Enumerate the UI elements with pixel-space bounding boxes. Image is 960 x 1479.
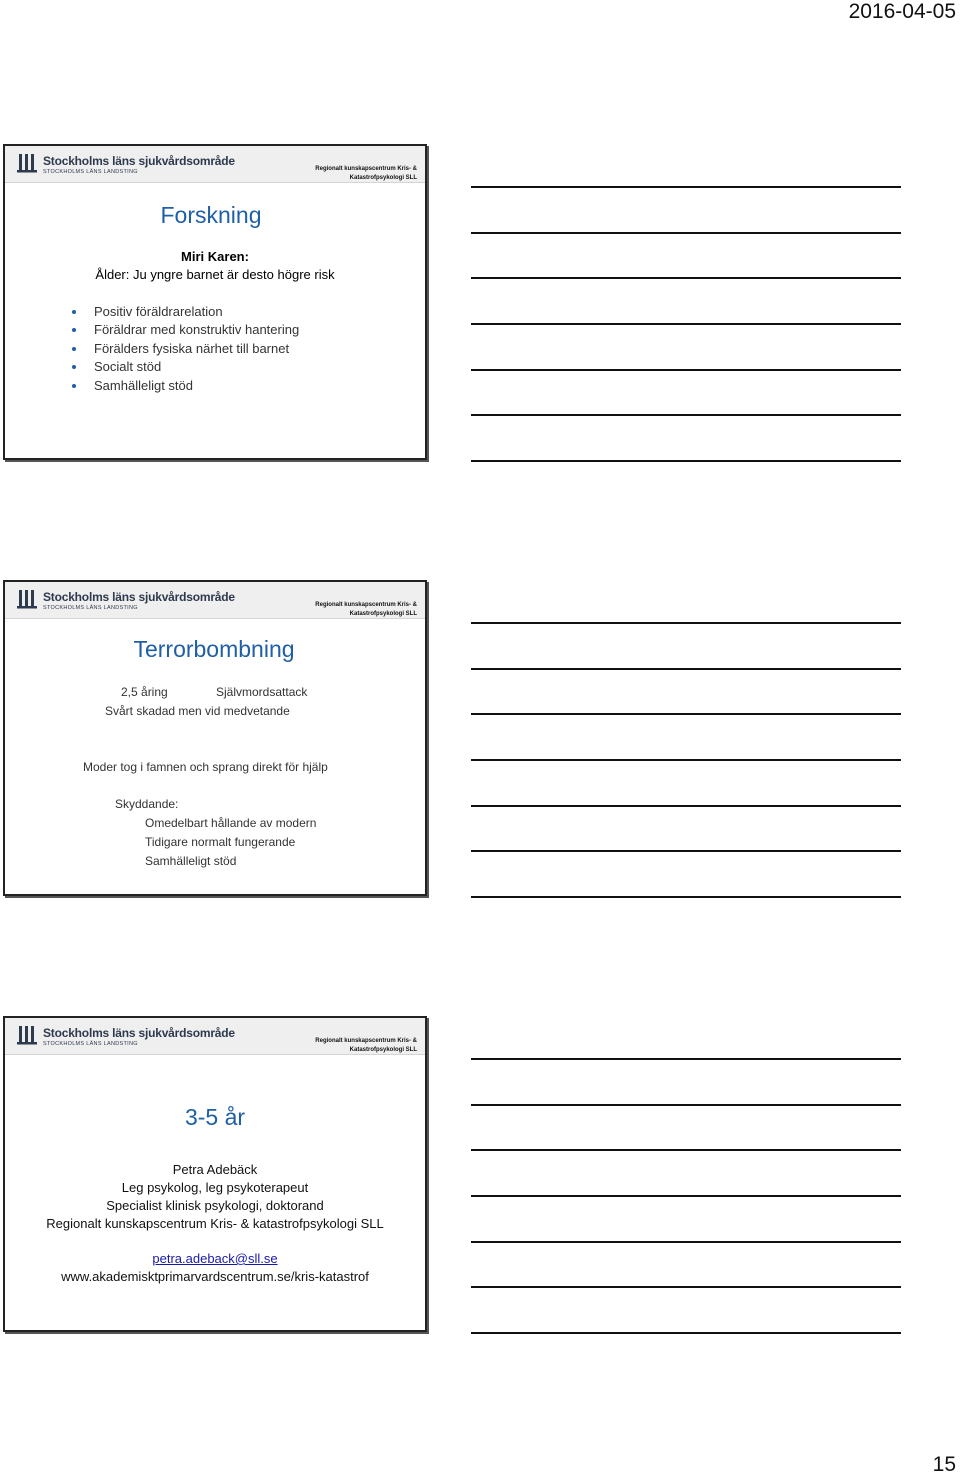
notes-line bbox=[471, 186, 901, 188]
notes-line bbox=[471, 460, 901, 462]
header-org-line2: Katastrofpsykologi SLL bbox=[349, 611, 417, 617]
logo-name: Stockholms läns sjukvårdsområde bbox=[43, 154, 235, 168]
slide-forskning bbox=[3, 144, 427, 460]
slide-heading: Miri Karen: bbox=[181, 249, 249, 264]
page-date: 2016-04-05 bbox=[848, 0, 956, 23]
header-org bbox=[307, 1037, 417, 1055]
notes-line bbox=[471, 1104, 901, 1106]
presenter-specialty: Specialist klinisk psykologi, doktorand bbox=[106, 1198, 324, 1213]
notes-line bbox=[471, 277, 901, 279]
email-link[interactable]: petra.adeback@sll.se bbox=[152, 1251, 278, 1266]
header-org-line2: Katastrofpsykologi SLL bbox=[349, 175, 417, 181]
presenter-name: Petra Adebäck bbox=[172, 1162, 258, 1177]
notes-line bbox=[471, 323, 901, 325]
condition-text: Svårt skadad men vid medvetande bbox=[105, 704, 290, 718]
slide-subheading: Ålder: Ju yngre barnet är desto högre risk bbox=[95, 267, 335, 282]
notes-line bbox=[471, 369, 901, 371]
header-org-line1: Regionalt kunskapscentrum Kris- & bbox=[315, 602, 417, 608]
notes-line bbox=[471, 1332, 901, 1334]
website-text: www.akademisktprimarvardscentrum.se/kris-katastrof bbox=[61, 1269, 369, 1284]
header-org bbox=[307, 601, 417, 619]
notes-line bbox=[471, 668, 901, 670]
header-org-line1: Regionalt kunskapscentrum Kris- & bbox=[315, 166, 417, 172]
notes-line bbox=[471, 850, 901, 852]
protective-label: Skyddande: bbox=[115, 797, 179, 811]
list-item: Förälders fysiska närhet till barnet bbox=[69, 340, 299, 358]
event-label: Självmordsattack bbox=[216, 685, 308, 699]
slide-title: Terrorbombning bbox=[133, 636, 295, 662]
header-org bbox=[307, 165, 417, 183]
action-text: Moder tog i famnen och sprang direkt för hjälp bbox=[83, 760, 328, 774]
header-org-line2: Katastrofpsykologi SLL bbox=[349, 1047, 417, 1053]
notes-line bbox=[471, 1149, 901, 1151]
email-link-wrap bbox=[5, 1251, 425, 1266]
slide-title: 3-5 år bbox=[184, 1104, 246, 1130]
notes-line bbox=[471, 232, 901, 234]
list-item: Socialt stöd bbox=[69, 358, 299, 376]
notes-line bbox=[471, 896, 901, 898]
logo-subtitle: STOCKHOLMS LÄNS LANDSTING bbox=[43, 1041, 138, 1047]
notes-line bbox=[471, 414, 901, 416]
slide-header bbox=[5, 146, 425, 183]
presenter-org: Regionalt kunskapscentrum Kris- & katastrofpsykologi SLL bbox=[46, 1216, 384, 1231]
notes-line bbox=[471, 1058, 901, 1060]
slide-terrorbombning bbox=[3, 580, 427, 896]
presenter-title: Leg psykolog, leg psykoterapeut bbox=[121, 1180, 309, 1195]
page-number: 15 bbox=[932, 1453, 956, 1476]
slide-title: Forskning bbox=[160, 202, 262, 228]
logo-subtitle: STOCKHOLMS LÄNS LANDSTING bbox=[43, 605, 138, 611]
notes-line bbox=[471, 713, 901, 715]
slide-header bbox=[5, 1018, 425, 1055]
age-label: 2,5 åring bbox=[121, 685, 168, 699]
header-org-line1: Regionalt kunskapscentrum Kris- & bbox=[315, 1038, 417, 1044]
notes-line bbox=[471, 622, 901, 624]
notes-line bbox=[471, 1195, 901, 1197]
notes-line bbox=[471, 1286, 901, 1288]
slide-header bbox=[5, 582, 425, 619]
list-item: Samhälleligt stöd bbox=[69, 377, 299, 395]
logo-name: Stockholms läns sjukvårdsområde bbox=[43, 590, 235, 604]
notes-line bbox=[471, 759, 901, 761]
list-item: Positiv föräldrarelation bbox=[69, 303, 299, 321]
sll-logo-icon bbox=[17, 154, 39, 174]
logo-subtitle: STOCKHOLMS LÄNS LANDSTING bbox=[43, 169, 138, 175]
sll-logo-icon bbox=[17, 590, 39, 610]
slide-3-5-ar bbox=[3, 1016, 427, 1332]
list-item: Föräldrar med konstruktiv hantering bbox=[69, 321, 299, 339]
notes-line bbox=[471, 805, 901, 807]
protective-item: Tidigare normalt fungerande bbox=[145, 835, 296, 849]
protective-item: Samhälleligt stöd bbox=[145, 854, 237, 868]
sll-logo-icon bbox=[17, 1026, 39, 1046]
logo-name: Stockholms läns sjukvårdsområde bbox=[43, 1026, 235, 1040]
protective-item: Omedelbart hållande av modern bbox=[145, 816, 317, 830]
notes-line bbox=[471, 1241, 901, 1243]
bullet-list bbox=[69, 303, 299, 395]
